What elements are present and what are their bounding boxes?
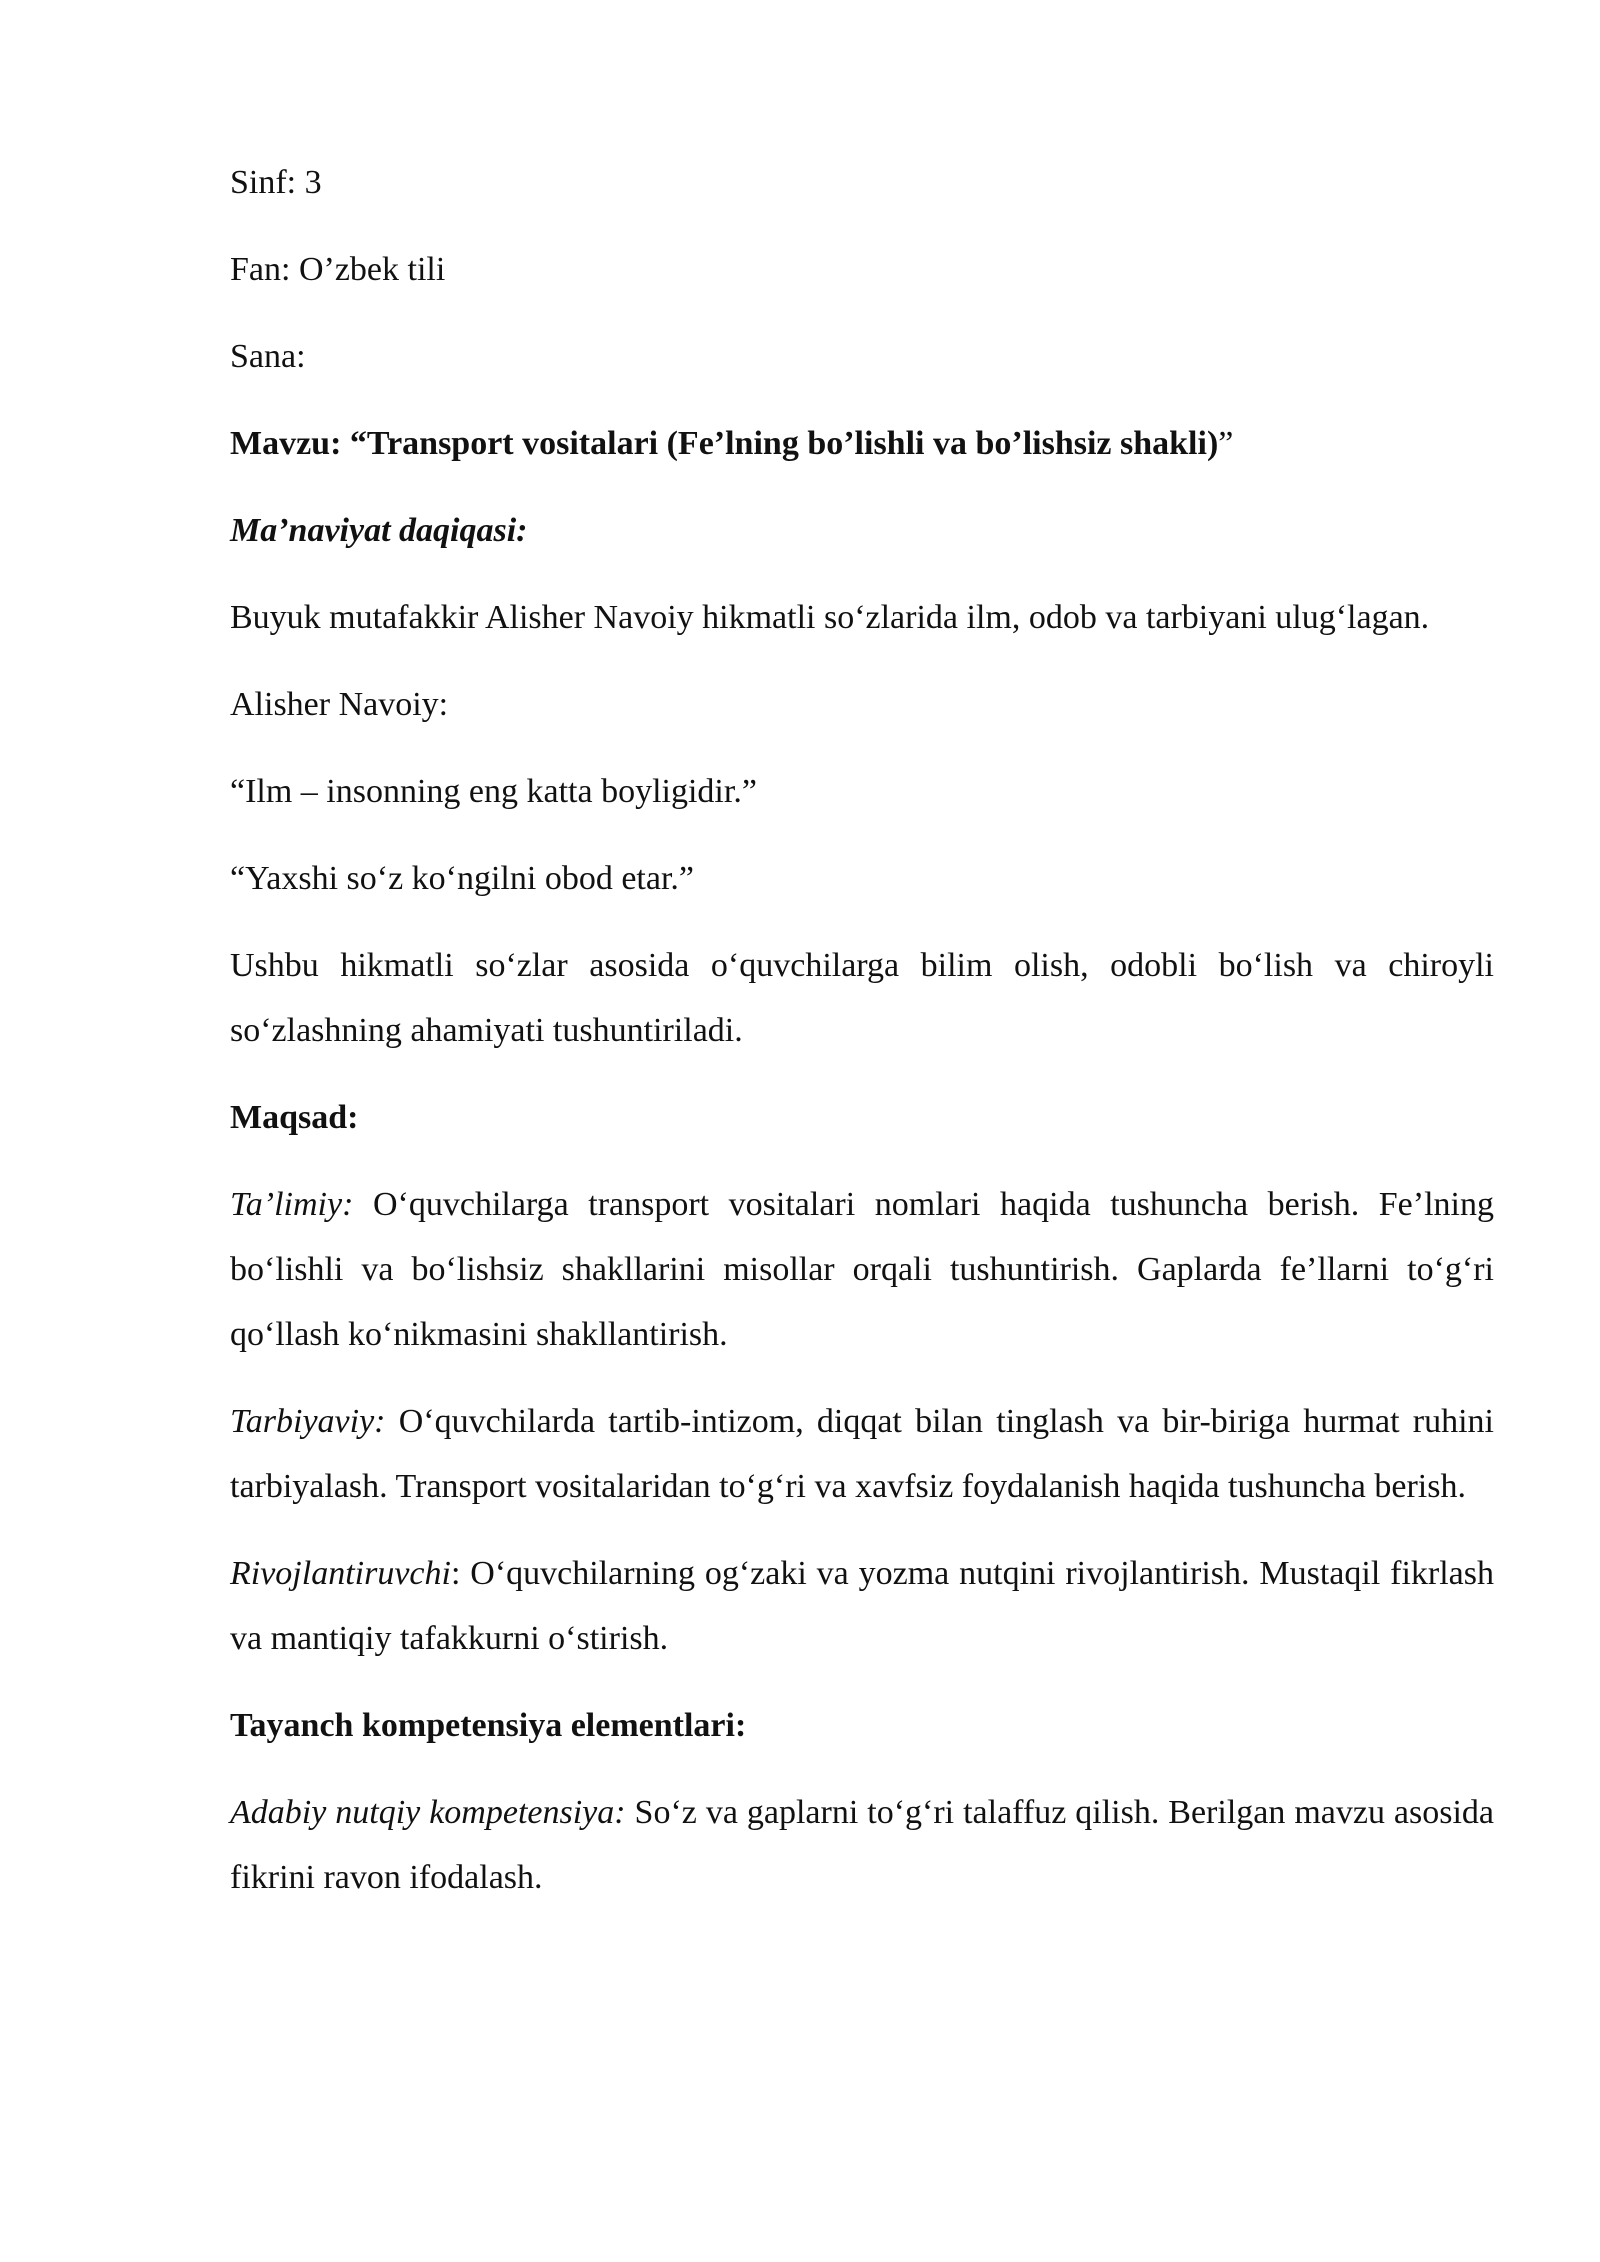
tarbiyaviy-text: O‘quvchilarda tartib-intizom, diqqat bilan tinglash va bir-biriga hurmat ruhini tarbiyalash. Transport vositalaridan to‘g‘ri va xavfsiz foydalanish haqida tushuncha berish.: [230, 1403, 1494, 1505]
manaviyat-heading: Ma’naviyat daqiqasi:: [230, 512, 528, 549]
talimiy-paragraph: [230, 1172, 1494, 1367]
kompetensiya-heading: Tayanch kompetensiya elementlari:: [230, 1707, 747, 1744]
manaviyat-quote-1: “Ilm – insonning eng katta boyligidir.”: [230, 773, 757, 810]
mavzu-bold-text: Mavzu: “Transport vositalari (Fe’lning bo’lishli va bo’lishsiz shakli): [230, 425, 1219, 462]
sinf-line: Sinf: 3: [230, 164, 322, 201]
manaviyat-quote-2: “Yaxshi so‘z ko‘ngilni obod etar.”: [230, 860, 694, 897]
manaviyat-author: Alisher Navoiy:: [230, 686, 449, 723]
adabiy-text: So‘z va gaplarni to‘g‘ri talaffuz qilish. Berilgan mavzu asosida fikrini ravon ifodalash.: [230, 1794, 1495, 1896]
sana-line: Sana:: [230, 338, 306, 375]
rivojlantiruvchi-label: Rivojlantiruvchi: [230, 1555, 451, 1592]
document-body: [230, 150, 1494, 1932]
tarbiyaviy-label: Tarbiyaviy:: [230, 1403, 386, 1440]
adabiy-label: Adabiy nutqiy kompetensiya:: [230, 1794, 626, 1831]
mavzu-line: [230, 411, 1494, 476]
mavzu-closing-quote: ”: [1218, 425, 1234, 462]
tarbiyaviy-paragraph: [230, 1389, 1494, 1519]
talimiy-label: Ta’limiy:: [230, 1186, 354, 1223]
manaviyat-intro: Buyuk mutafakkir Alisher Navoiy hikmatli so‘zlarida ilm, odob va tarbiyani ulug‘lagan.: [230, 599, 1430, 636]
maqsad-heading: Maqsad:: [230, 1099, 359, 1136]
manaviyat-explanation: Ushbu hikmatli so‘zlar asosida o‘quvchilarga bilim olish, odobli bo‘lish va chiroyli so‘zlashning ahamiyati tushuntiriladi.: [230, 947, 1494, 1049]
fan-line: Fan: O’zbek tili: [230, 251, 446, 288]
rivojlantiruvchi-paragraph: [230, 1541, 1494, 1671]
adabiy-paragraph: [230, 1780, 1494, 1910]
rivojlantiruvchi-text: : O‘quvchilarning og‘zaki va yozma nutqini rivojlantirish. Mustaqil fikrlash va mantiqiy tafakkurni o‘stirish.: [230, 1555, 1494, 1657]
talimiy-text: O‘quvchilarga transport vositalari nomlari haqida tushuncha berish. Fe’lning bo‘lishli va bo‘lishsiz shakllarini misollar orqali tushuntirish. Gaplarda fe’llarni to‘g‘ri qo‘llash ko‘nikmasini shakllantirish.: [230, 1186, 1494, 1353]
